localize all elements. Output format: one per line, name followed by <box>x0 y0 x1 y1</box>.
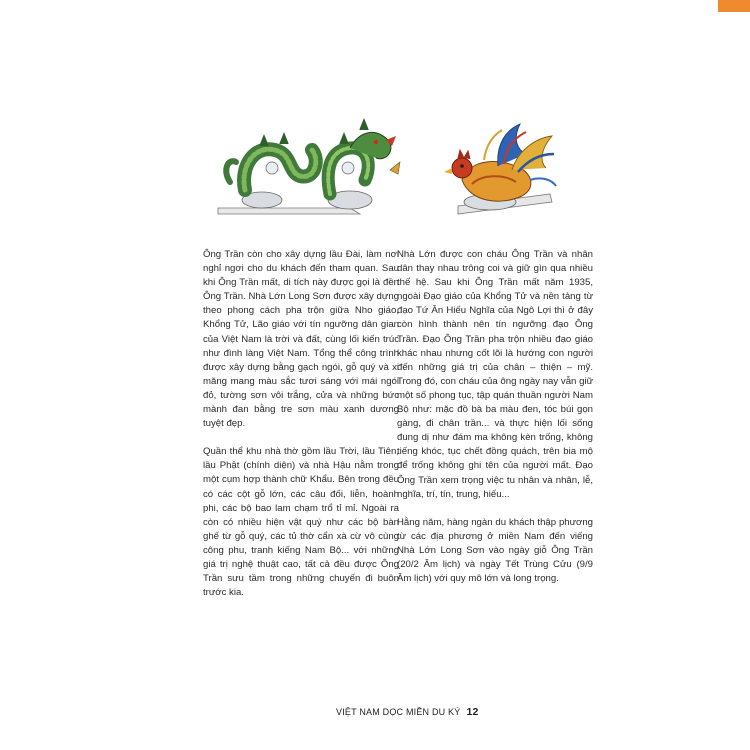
right-paragraph-2: Hằng năm, hàng ngàn du khách thập phương từ các địa phương ở miền Nam đến viếng Nhà Lớn Long Sơn vào ngày giỗ Ông Trần (20/2 Âm lịch) và ngày Tết Trùng Cửu (9/9 Âm lịch) với quy mô lớn và long trọng. <box>397 516 593 585</box>
right-text-column <box>397 248 593 600</box>
page-corner-accent <box>718 0 750 12</box>
phoenix-roof-ornament <box>444 124 556 214</box>
page-footer <box>336 706 479 718</box>
left-text-column <box>203 248 399 614</box>
page-number: 12 <box>466 706 479 718</box>
roof-ornaments-illustration <box>200 110 560 230</box>
book-title: VIỆT NAM DỌC MIỀN DU KÝ <box>336 707 461 717</box>
left-paragraph-1: Ông Trần còn cho xây dựng lầu Đài, làm nơi nghỉ ngơi cho du khách đến tham quan. Sau khi Ông Trần mất, di tích này được gọi là đền Ông Trần. Nhà Lớn Long Sơn được xây dựng theo phong cách pha trộn giữa Nho giáo, Khổng Tử, Lão giáo với tín ngưỡng dân gian của Việt Nam là trời và đất, cùng lối kiến trúc như đình làng Việt Nam. Tổng thể công trình được xây dựng bằng gạch ngói, gỗ quý và xi măng mang màu sắc tươi sáng với mái ngói đỏ, tường sơn vôi trắng, cửa và những bức mành đan bằng tre sơn màu xanh dương tuyệt đẹp. <box>203 249 399 430</box>
right-paragraph-1: Nhà Lớn được con cháu Ông Trần và nhân dân thay nhau trông coi và giữ gìn qua nhiều thế hệ. Sau khi Ông Trần mất năm 1935, ngoài Đạo giáo của Khổng Tử và nền tảng từ đạo Tứ Ân Hiếu Nghĩa của Ngô Lợi thì ở đây còn hình thành nên tín ngưỡng đạo Ông Trần. Đạo Ông Trần pha trộn nhiều đạo giáo khác nhau nhưng cốt lõi là hướng con người đến những giá trị của chân – thiện – mỹ. Trong đó, con cháu của ông ngày nay vẫn giữ một số phong tục, tập quán thuần người Nam Bộ như: mặc đồ bà ba màu đen, tóc búi gọn gàng, đi chân trần... và thực hiện lối sống đung dị như đám ma không kèn trống, không tiếng khóc, tục chết đồng quách, trên bia mộ để trống không ghi tên của người mất. Đạo Ông Trần xem trọng việc tu nhân và nhân, lễ, nghĩa, trí, tín, trung, hiếu... <box>397 249 593 500</box>
dragon-roof-ornament <box>218 120 400 214</box>
left-paragraph-2: Quần thể khu nhà thờ gồm lầu Trời, lầu Tiên, lầu Phật (chính diện) và nhà Hậu nằm trong một cụm hợp thành chữ Khẩu. Bên trong đều có các cột gỗ lớn, các câu đối, liễn, hoành phi, các bộ bao lam chạm trổ tỉ mỉ. Ngoài ra còn có nhiều hiện vật quý như các bộ bàn ghế từ gỗ quý, các tủ thờ cẩn xà cừ vô cùng công phu, tranh kiếng Nam Bộ... với những giá trị nghệ thuật cao, tất cả đều được Ông Trần sưu tầm trong những chuyến đi buôn trước kia. <box>203 446 399 599</box>
